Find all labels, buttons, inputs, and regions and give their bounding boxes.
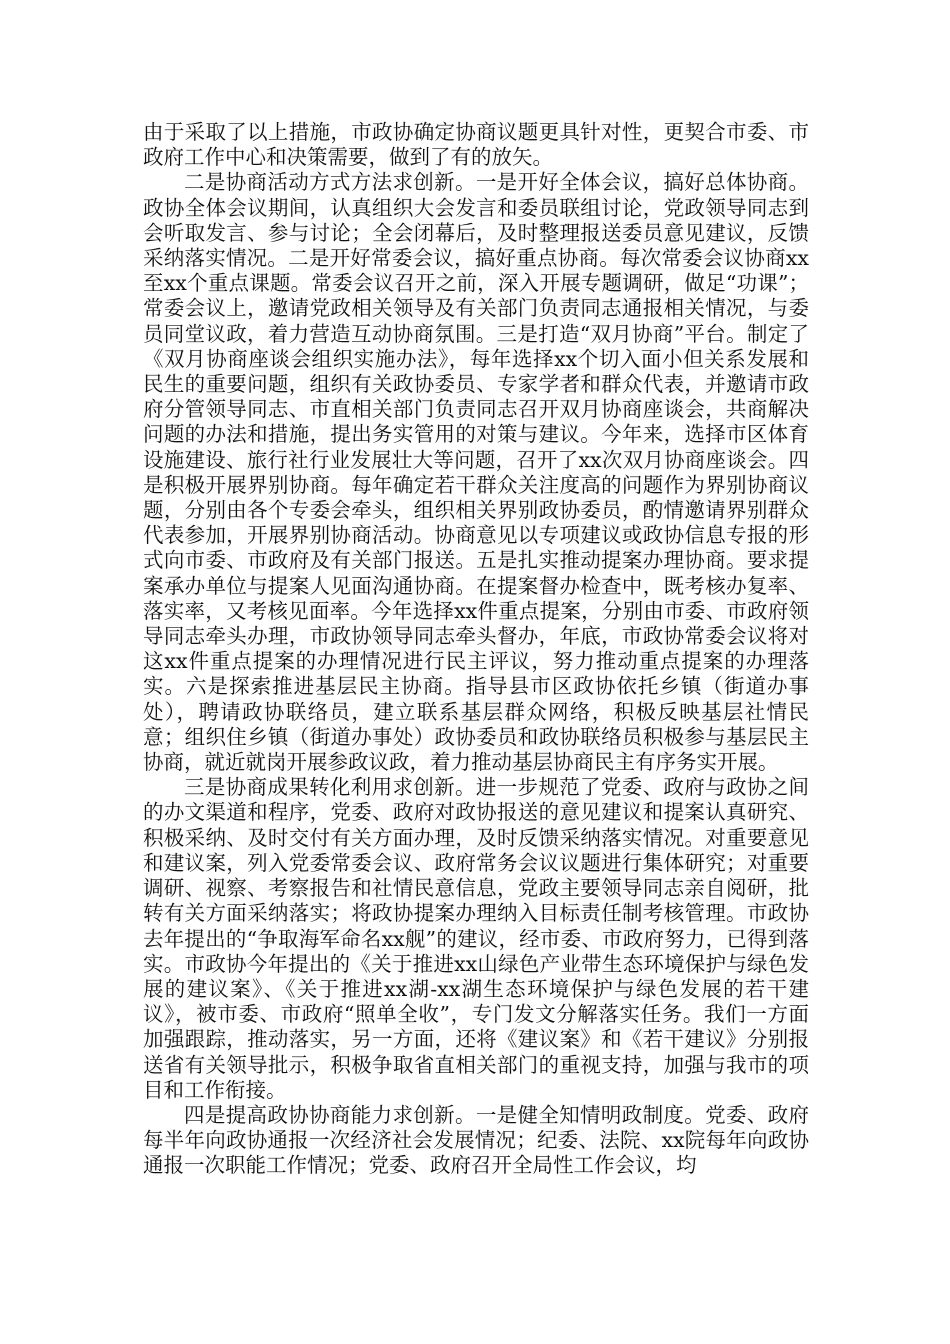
paragraph-results-transformation: 三是协商成果转化利用求创新。进一步规范了党委、政府与政协之间的办文渠道和程序，党委、政府对政协报送的意见建议和提案认真研究、积极采纳、及时交付有关方面办理，及时反馈采纳落实情况。对重要意见和建议案，列入党委常委会议、政府常务会议议题进行集体研究；对重要调研、视察、考察报告和社情民意信息，党政主要领导同志亲自阅研，批转有关方面采纳落实；将政协提案办理纳入目标责任制考核管理。市政协去年提出的“争取海军命名xx舰”的建议，经市委、市政府努力，已得到落实。市政协今年提出的《关于推进xx山绿色产业带生态环境保护与绿色发展的建议案》、《关于推进xx湖-xx湖生态环境保护与绿色发展的若干建议》，被市委、市政府“照单全收”，专门发文分解落实任务。我们一方面加强跟踪，推动落实，另一方面，还将《建议案》和《若干建议》分别报送省有关领导批示，积极争取省直相关部门的重视支持，加强与我市的项目和工作衔接。 [143, 775, 809, 1102]
document-body [143, 120, 809, 1179]
paragraph-capacity-improvement: 四是提高政协协商能力求创新。一是健全知情明政制度。党委、政府每半年向政协通报一次经济社会发展情况；纪委、法院、xx院每年向政协通报一次职能工作情况；党委、政府召开全局性工作会议，均 [143, 1102, 809, 1178]
paragraph-continuation: 由于采取了以上措施，市政协确定协商议题更具针对性，更契合市委、市政府工作中心和决策需要，做到了有的放矢。 [143, 120, 809, 170]
paragraph-consultation-methods: 二是协商活动方式方法求创新。一是开好全体会议，搞好总体协商。政协全体会议期间，认真组织大会发言和委员联组讨论，党政领导同志到会听取发言、参与讨论；全会闭幕后，及时整理报送委员意见建议，反馈采纳落实情况。二是开好常委会议，搞好重点协商。每次常委会议协商xx至xx个重点课题。常委会议召开之前，深入开展专题调研，做足“功课”；常委会议上，邀请党政相关领导及有关部门负责同志通报相关情况，与委员同堂议政，着力营造互动协商氛围。三是打造“双月协商”平台。制定了《双月协商座谈会组织实施办法》，每年选择xx个切入面小但关系发展和民生的重要问题，组织有关政协委员、专家学者和群众代表，并邀请市政府分管领导同志、市直相关部门负责同志召开双月协商座谈会，共商解决问题的办法和措施，提出务实管用的对策与建议。今年来，选择市区体育设施建设、旅行社行业发展壮大等问题，召开了xx次双月协商座谈会。四是积极开展界别协商。每年确定若干群众关注度高的问题作为界别协商议题，分别由各个专委会牵头，组织相关界别政协委员，酌情邀请界别群众代表参加，开展界别协商活动。协商意见以专项建议或政协信息专报的形式向市委、市政府及有关部门报送。五是扎实推动提案办理协商。要求提案承办单位与提案人见面沟通协商。在提案督办检查中，既考核办复率、落实率，又考核见面率。今年选择xx件重点提案，分别由市委、市政府领导同志牵头办理，市政协领导同志牵头督办，年底，市政协常委会议将对这xx件重点提案的办理情况进行民主评议，努力推动重点提案的办理落实。六是探索推进基层民主协商。指导县市区政协依托乡镇（街道办事处），聘请政协联络员，建立联系基层群众网络，积极反映基层社情民意；组织住乡镇（街道办事处）政协委员和政协联络员积极参与基层民主协商，就近就岗开展参政议政，着力推动基层协商民主有序务实开展。 [143, 170, 809, 775]
